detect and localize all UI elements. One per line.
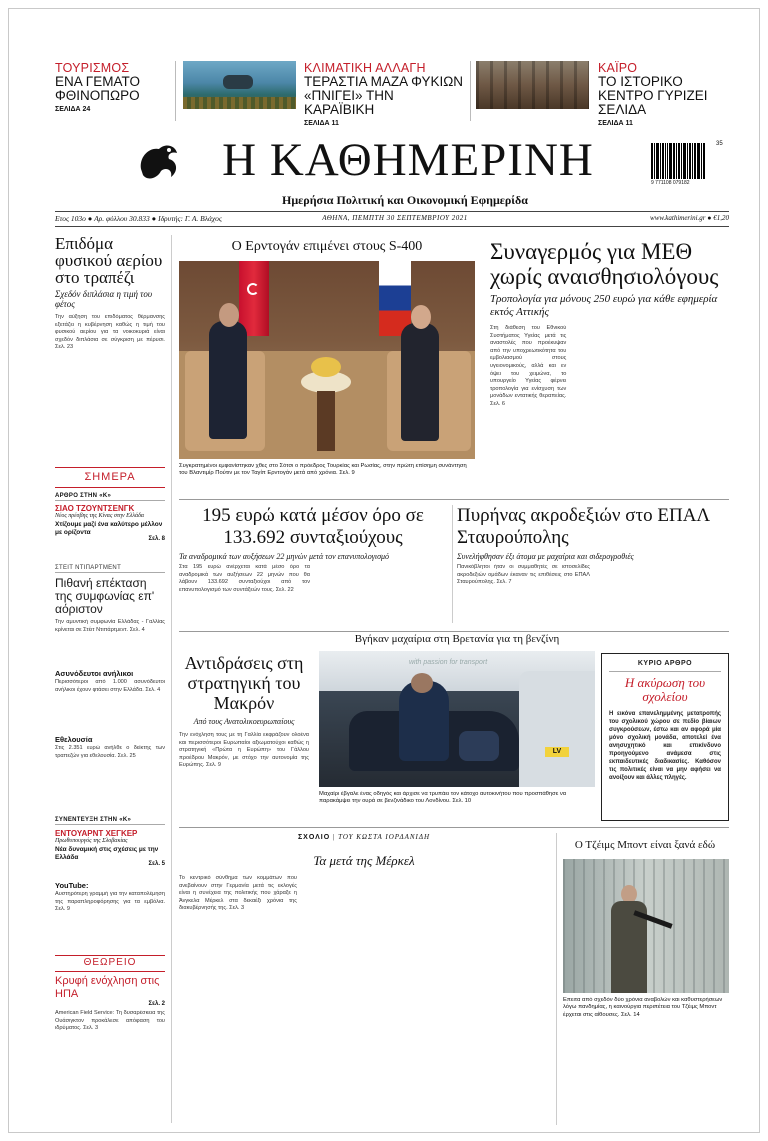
teaser-title: ΤΕΡΑΣΤΙΑ ΜΑΖΑ ΦΥΚΙΩΝ «ΠΝΙΓΕΙ» ΤΗΝ ΚΑΡΑΪΒΙΚΗ	[304, 74, 464, 117]
item-body: Αυστηρότερη γραμμή για την καταπολέμηση της παραπληροφόρησης για τα εμβόλια. Σελ. 9	[55, 891, 165, 913]
teaser-page: ΣΕΛΙΔΑ 11	[598, 120, 633, 127]
item-page: Σελ. 2	[148, 1001, 165, 1007]
item-title: Ασυνόδευτοι ανήλικοι	[55, 669, 134, 678]
item-body: Την αμυντική συμφωνία Ελλάδας - Γαλλίας κρίνεται σε Στέιτ Ντιπάρτμεντ. Σελ. 4	[55, 619, 165, 633]
issue-number: 35	[716, 141, 723, 147]
dateline-left: Ετος 103ο ● Αρ. φύλλου 30.833 ● Ιδρυτής: Γ. Α. Βλάχος	[55, 214, 222, 223]
dateline-date: ΑΘΗΝΑ, ΠΕΜΠΤΗ 30 ΣΕΠΤΕΜΒΡΙΟΥ 2021	[322, 214, 468, 222]
item-title: Χτίζουμε μαζί ένα καλύτερο μέλλον με ορίζοντα	[55, 521, 163, 536]
story-body: Την ενόχληση τους με τη Γαλλία εκφράζουν ολοένα και περισσότεροι Ευρωπαίοι αξιωματούχοι καθώς η στρατηγική «Πρώτα η Ευρώπη» του Γάλλου προέδρου Μακρόν, με στόχο την αυτονομία της Ευρώπης. Σελ. 9	[179, 732, 309, 769]
masthead-subtitle: Ημερήσια Πολιτική και Οικονομική Εφημερίδα	[282, 193, 528, 207]
story-subheadline: Τροπολογία για μόνους 250 ευρώ για κάθε εφημερία εκτός Αττικής	[490, 293, 718, 318]
story-body: Στα 195 ευρώ ανέρχεται κατά μέσο όρο τα αναδρομικά των αυξήσεων 22 μηνών που θα λάβουν 133.692 συνταξιούχοι από τον επανυπολογισμό των συντάξεών τους. Σελ. 22	[179, 564, 310, 593]
scholio-body: Το κεντρικό σύνθημα των κομμάτων που ανεβαίνουν στην Γερμανία μετά τις εκλογές είναι η συνέχεια της πολιτικής που χάραξε η Άνγκελα Μέρκελ στα δεκαέξι χρόνια της διακυβέρνησής της. Σελ. 3	[179, 875, 297, 912]
bond-caption: Επειτα από σχεδόν δύο χρόνια αναβολών και καθυστερήσεων λόγω πανδημίας, η καινούργια περιπέτεια του Τζέιμς Μποντ έρχεται στις αίθουσες. Σελ. 14	[563, 997, 723, 1018]
stavroupoli-story[interactable]	[457, 505, 729, 610]
masthead-emblem-icon	[135, 139, 183, 185]
story-body: Πανικόβλητοι ήταν οι συμμαθητές σε ιστοσελίδες ακροδεξιών ομάδων έκαναν τις επιθέσεις στο ΕΠΑΛ Σταυρούπολης. Σελ. 7	[457, 564, 590, 586]
item-title: Πιθανή επέκταση της συμφωνίας επ' αόριστον	[55, 576, 155, 616]
macron-story[interactable]	[179, 653, 309, 852]
simera-item-state-dept[interactable]	[55, 565, 165, 679]
icu-story[interactable]	[490, 239, 729, 435]
teaser-kicker: ΚΑΪΡΟ	[598, 61, 638, 75]
gas-allowance-story[interactable]	[55, 235, 165, 400]
erdogan-caption: Συγκρατημένοι εμφανίστηκαν χθες στο Σότσι ο πρόεδρος Τουρκίας και Ρωσίας, στην πρώτη επίσημη συνάντηση του Βλαντιμίρ Πούτιν με τον Ταγίπ Ερντογάν μετά από χρόνια. Σελ. 9	[179, 463, 467, 477]
simera-item-voluntary[interactable]	[55, 735, 165, 805]
teaser-climate[interactable]	[304, 61, 464, 127]
bond-photo	[563, 859, 729, 993]
story-headline: Επιδόμα φυσικού αερίου στο τραπέζι	[55, 234, 163, 287]
story-headline: Αντιδράσεις στη στρατηγική του Μακρόν	[184, 653, 304, 713]
knives-caption: Μαχαίρι έβγαλε ένας οδηγός και άρχισε να τρυπάει τον κάτοχο αυτοκινήτου που προσπάθησε να παρακάμψει την ουρά σε βενζινάδικο του Λονδίνου. Σελ. 10	[319, 791, 567, 805]
item-body: American Field Service: Τη δυσαρέσκεια της Ουάσιγκτον προκάλεσε απόφαση του ιδρύματος. Σελ. 3	[55, 1010, 165, 1032]
section-label: ΑΡΘΡΟ ΣΤΗΝ «Κ»	[55, 493, 112, 499]
simera-item-minors[interactable]	[55, 669, 165, 733]
barcode	[651, 143, 721, 187]
editorial-title: Η ακύρωση του σχολείου	[624, 675, 706, 704]
barcode-number: 9 771108 079182	[651, 180, 690, 186]
front-page	[55, 47, 729, 1129]
item-body: Περισσότεροι από 1.000 ασυνόδευτοι ανήλικοι έχουν φτάσει στην Ελλάδα. Σελ. 4	[55, 679, 165, 693]
section-label: ΣΤΕΙΤ ΝΤΙΠΑΡΤΜΕΝΤ	[55, 565, 122, 571]
page-frame	[8, 8, 760, 1133]
theoria-header: ΘΕΩΡΕΙΟ	[83, 957, 137, 968]
story-headline: Πυρήνας ακροδεξιών στο ΕΠΑΛ Σταυρούπολης	[457, 505, 710, 548]
scholio-header: ΣΧΟΛΙΟ | ΤΟΥ ΚΩΣΤΑ ΙΟΡΔΑΝΙΔΗ	[297, 833, 431, 841]
teaser-title: ΕΝΑ ΓΕΜΑΤΟ ΦΘΙΝΟΠΩΡΟ	[55, 74, 140, 103]
editorial-body: Η εικόνα επανελημμένης μετατροπής του σχολικού χώρου σε πεδίο βίαιων συγκρούσεων, έστω και αν αφορά μία μόνο σχολική μονάδα, αποτελεί ένα ανησυχητικό και επικίνδυνο προηγούμενο ανάμεσα στις εκπαιδευτικές διαδικασίες. Καθόσον τις πολιτικές είναι να μην αφήσει να ανοίξουν και άλλες πληγές.	[609, 711, 721, 781]
item-title: Νέα δυναμική στις σχέσεις με την Ελλάδα	[55, 846, 159, 861]
item-title: Κρυφή ενόχληση στις ΗΠΑ	[55, 975, 160, 1000]
item-page: Σελ. 5	[148, 861, 165, 867]
knives-photo: with passion for transport LV	[319, 651, 595, 787]
editorial-box[interactable]	[601, 653, 729, 821]
section-label: ΣΥΝΕΝΤΕΥΞΗ ΣΤΗΝ «Κ»	[55, 817, 132, 823]
author-name: ΣΙΑΟ ΤΖΟΥΝΤΣΕΝΓΚ	[55, 504, 135, 513]
story-body: Την αύξηση του επιδόματος θέρμανσης εξετάζει η κυβέρνηση καθώς η τιμή του φυσικού αερίου για τα νοικοκυριά είναι σχεδόν διπλάσια σε σύγκριση με πέρυσι. Σελ. 23	[55, 314, 165, 351]
story-subheadline: Συνελήφθησαν έξι άτομα με μαχαίρια και σιδερογροθιές	[457, 552, 634, 561]
teaser-page: ΣΕΛΙΔΑ 11	[304, 120, 339, 127]
item-body: Στις 2.351 ευρώ ανήλθε ο δείκτης των τραπεζών για εθελουσία. Σελ. 25	[55, 745, 165, 759]
theoria-item[interactable]	[55, 975, 165, 1080]
story-subheadline: Τα αναδρομικά των αυξήσεων 22 μηνών μετά τον επανυπολογισμό	[179, 552, 390, 561]
author-note: Νέος πρέσβης της Κίνας στην Ελλάδα	[55, 513, 145, 519]
erdogan-putin-photo	[179, 261, 475, 459]
teaser-page: ΣΕΛΙΔΑ 24	[55, 106, 91, 113]
item-title: Εθελουσία	[55, 735, 93, 744]
item-title: YouTube:	[55, 881, 89, 890]
story-subheadline: Από τους Ανατολικοευρωπαίους	[193, 717, 295, 726]
teaser-photo-cairo	[476, 61, 589, 109]
teaser-tourism[interactable]	[55, 61, 170, 123]
author-note: Πρωθυπουργός της Σλοβακίας	[55, 838, 128, 844]
scholio-label: ΣΧΟΛΙΟ	[297, 834, 331, 841]
bond-headline[interactable]: Ο Τζέιμς Μποντ είναι ξανά εδώ	[574, 839, 716, 851]
erdogan-headline[interactable]: Ο Ερντογάν επιμένει στους S-400	[231, 239, 423, 254]
teaser-photo-seaweed	[183, 61, 296, 109]
item-page: Σελ. 8	[148, 536, 165, 542]
dateline-right: www.kathimerini.gr ● €1,20	[650, 214, 729, 222]
simera-item-china[interactable]	[55, 493, 165, 542]
story-body: Στη διάθεση του Εθνικού Συστήματος Υγείας μετά τις αναστολές που προέκυψαν από την υποχρεωτικότητα του εμβολιασμού στους υγειονομικούς, αλλά και εν όψει του χειμώνα, το υπουργείο Υγείας φέρνει τροπολογία για ενίσχυση των μονάδων εντατικής θεραπείας. Σελ. 6	[490, 325, 567, 407]
teaser-kicker: ΤΟΥΡΙΣΜΟΣ	[55, 61, 130, 75]
teaser-title: ΤΟ ΙΣΤΟΡΙΚΟ ΚΕΝΤΡΟ ΓΥΡΙΖΕΙ ΣΕΛΙΔΑ	[598, 74, 708, 117]
simera-header: ΣΗΜΕΡΑ	[84, 471, 136, 483]
editorial-label: ΚΥΡΙΟ ΑΡΘΡΟ	[637, 660, 693, 667]
knives-headline[interactable]: Βγήκαν μαχαίρια στη Βρετανία για τη βενζίνη	[354, 633, 560, 645]
teaser-cairo[interactable]	[598, 61, 728, 127]
story-subheadline: Σχεδόν διπλάσια η τιμή του φέτος	[55, 289, 153, 309]
simera-item-youtube[interactable]	[55, 881, 165, 951]
story-headline: 195 ευρώ κατά μέσον όρο σε 133.692 συνταξιούχους	[202, 505, 424, 548]
author-name: ΕΝΤΟΥΑΡΝΤ ΧΕΓΚΕΡ	[55, 829, 138, 838]
masthead-title: Η ΚΑΘΗΜΕΡΙΝΗ	[222, 134, 594, 186]
scholio-title[interactable]: Τα μετά της Μέρκελ	[313, 853, 415, 868]
teaser-kicker: ΚΛΙΜΑΤΙΚΗ ΑΛΛΑΓΗ	[304, 61, 426, 75]
license-plate: LV	[545, 747, 569, 757]
pensions-story[interactable]	[179, 505, 447, 610]
story-headline: Συναγερμός για ΜΕΘ χωρίς αναισθησιολόγους	[490, 239, 719, 289]
scholio-author: ΤΟΥ ΚΩΣΤΑ ΙΟΡΔΑΝΙΔΗ	[338, 833, 431, 841]
simera-item-slovakia[interactable]	[55, 817, 165, 867]
